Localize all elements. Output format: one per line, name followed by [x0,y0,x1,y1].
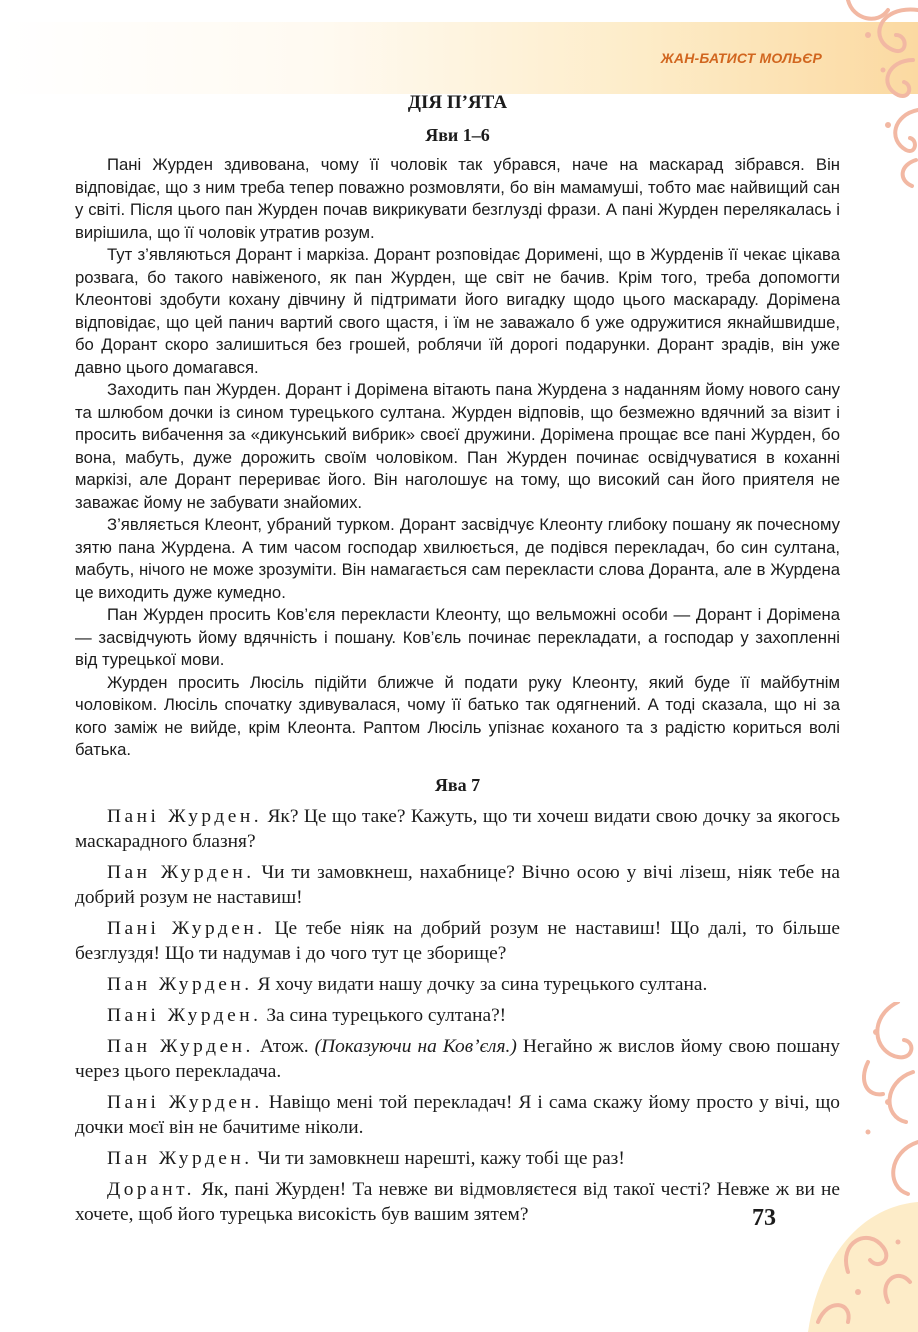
summary-paragraph: Заходить пан Журден. Дорант і Дорімена вітають пана Журдена з наданням йому нового сану та шлюбом дочки із сином турецького султана. Журден відповів, що безмежно вдячний за візит і просить вибачення за «дикунський вибрик» своєї дружини. Дорімена прощає все пані Журден, бо вона, мабуть, дуже дорожить своїм чоловіком. Пан Журден починає освідчуватися в коханні маркізі, але Дорант перериває його. Він наголошує на тому, що високий сан його приятеля не заважає йому не забувати знайомих. [75,380,840,512]
scenes-title: Яви 1–6 [425,125,490,145]
summary [75,154,840,762]
dialogue [75,804,840,1227]
dialogue-line [75,1146,840,1171]
dialogue-text: Негайно ж вислов йому свою пошану через цього перекладача. [75,1035,841,1082]
speaker-name: Пані Журден. [107,917,266,939]
dialogue-line [75,1034,840,1084]
summary-paragraph: Пані Журден здивована, чому її чоловік так убрався, наче на маскарад зібрався. Він відповідає, що з ним треба тепер поважно розмовляти, бо він мамамуші, тобто має найвищий сан у світі. Після цього пан Журден почав викрикувати безглузді фрази. А пані Журден перелякалась і вирішила, що її чоловік утратив розум. [75,155,840,242]
dialogue-line [75,1090,840,1140]
summary-paragraph: З’являється Клеонт, убраний турком. Дорант засвідчує Клеонту глибоку пошану як почесному зятю пана Журдена. А тим часом господар хвилюється, де подівся перекладач, бо син султана, мабуть, нічого не може зрозуміти. Він намагається сам перекласти слова Доранта, але в Журдена це виходить дуже кумедно. [75,515,840,602]
dialogue-line [75,860,840,910]
scene-7-title: Ява 7 [434,774,481,795]
dialogue-text: Чи ти замовкнеш, нахабнице? Вічно осою у вічі лізеш, ніяк тебе на добрий розум не наставиш! [75,861,840,908]
dialogue-line [75,972,840,997]
dialogue-text: За сина турецького султана?! [261,1004,507,1026]
stage-direction: (Показуючи на Ков’єля.) [314,1035,517,1057]
dialogue-text: Навіщо мені той перекладач! Я і сама скажу йому просто у вічі, що дочки моєї він не бачитиме ніколи. [75,1091,840,1138]
dialogue-text: Атож. [253,1035,315,1057]
dialogue-text: Чи ти замовкнеш нарешті, кажу тобі ще раз! [252,1147,625,1169]
summary-paragraph: Журден просить Люсіль підійти ближче й подати руку Клеонту, який буде її майбутнім чоловіком. Люсіль спочатку здивувалася, чому її батько так одягнений. А тоді сказала, що ні за кого заміж не вийде, крім Клеонта. Раптом Люсіль упізнає коханого та з радістю кориться волі батька. [75,672,840,759]
speaker-name: Пан Журден. [107,861,255,883]
dialogue-line [75,1003,840,1028]
page-number: 73 [752,1205,776,1231]
dialogue-line [75,916,840,966]
dialogue-line [75,804,840,854]
speaker-name: Пані Журден. [107,805,263,827]
summary-paragraph: Пан Журден просить Ков’єля перекласти Клеонту, що вельможні особи — Дорант і Дорімена — засвідчують йому вдячність і пошану. Ков’єль починає перекладати, а господар у захопленні від турецької мови. [75,605,840,669]
act-title: ДІЯ П’ЯТА [407,92,508,113]
summary-paragraph: Тут з’являються Дорант і маркіза. Дорант розповідає Доримені, що в Журденів її чекає цікава розвага, бо такого навіженого, як пан Журден, ще світ не бачив. Крім того, треба допомогти Клеонтові здобути кохану дівчину й підтримати його вигадку щодо цього маскараду. Дорімена відповідає, що цей панич вартий свого щастя, і їм не заважало б уже одружитися якнайшвидше, бо Дорант скоро залишиться без грошей, роблячи їй дорогі подарунки. Дорант зрадів, він уже давно цього домагався. [75,245,840,377]
speaker-name: Пан Журден. [107,973,253,995]
speaker-name: Пані Журден. [107,1004,262,1026]
dialogue-text: Це тебе ніяк на добрий розум не наставиш! Що далі, то більше безглуздя! Що ти надумав і до чого тут це зборище? [75,917,840,964]
dialogue-text: Я хочу видати нашу дочку за сина турецького султана. [252,973,708,995]
dialogue-text: Як? Це що таке? Кажуть, що ти хочеш видати свою дочку за якогось маскарадного блазня? [75,805,840,852]
speaker-name: Дорант. [107,1178,195,1200]
dialogue-text: Як, пані Журден! Та невже ви відмовляєтеся від такої честі? Невже ж ви не хочете, щоб його турецька високість був вашим зятем? [75,1178,840,1225]
running-head: ЖАН-БАТИСТ МОЛЬЄР [660,50,822,66]
dialogue-line [75,1177,840,1227]
page-content [75,90,840,1233]
speaker-name: Пан Журден. [107,1147,253,1169]
speaker-name: Пан Журден. [107,1035,254,1057]
speaker-name: Пані Журден. [107,1091,263,1113]
